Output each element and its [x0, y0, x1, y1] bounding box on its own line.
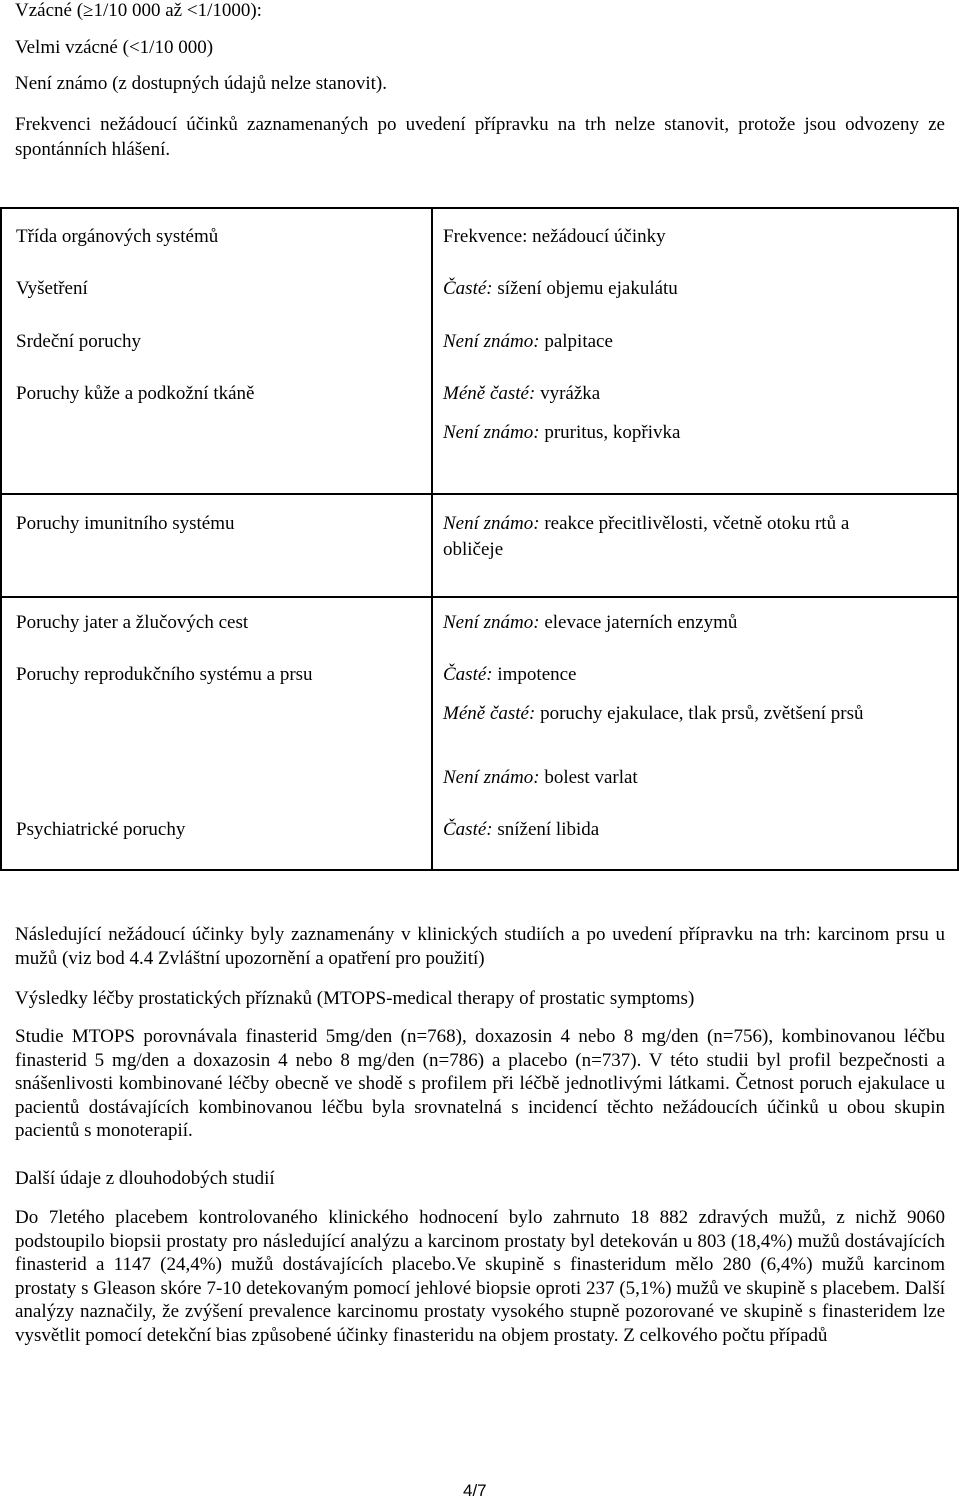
effect-entry: [443, 664, 577, 686]
table-cell-left: [1, 208, 432, 494]
effect-text: impotence: [492, 664, 577, 685]
frequency-label: Časté:: [443, 278, 493, 299]
frequency-label: Méně časté:: [443, 703, 536, 724]
effect-text: snížení libida: [492, 819, 600, 840]
organ-class-label: Poruchy reprodukčního systému a prsu: [16, 664, 313, 685]
organ-class-label: Vyšetření: [16, 278, 88, 299]
organ-class-label: Srdeční poruchy: [16, 331, 142, 352]
frequency-label: Méně časté:: [443, 383, 536, 404]
effect-text: palpitace: [539, 331, 613, 352]
effect-text: pruritus, kopřivka: [539, 422, 681, 443]
effect-entry: [443, 767, 638, 789]
paragraph-long-term: Do 7letého placebem kontrolovaného klinického hodnocení bylo zahrnuto 18 882 zdravých mužů, z nichž 9060 podstoupilo biopsii prostaty pro následující analýzu a karcinom prostaty byl detekován u 803 (18,4%) mužů dostávajících finasterid a 1147 (24,4%) mužů dostávajících placebo.Ve skupině s finasteridum mělo 280 (6,4%) mužů karcinom prostaty s Gleason skóre 7-10 detekovaným pomocí jehlové biopsie oproti 237 (5,1%) mužů ve skupině s placebem. Další analýzy naznačily, že zvýšení prevalence karcinomu prostaty vysokého stupně pozorované ve skupině s finasteridem lze vysvětlit pomocí detekční bias způsobené účinky finasteridu na objem prostaty. Z celkového počtu případů: [15, 1207, 945, 1346]
effect-entry: [443, 331, 613, 353]
effect-text: reakce přecitlivělosti, včetně otoku rtů a obličeje: [443, 513, 850, 560]
heading-long-term-studies: Další údaje z dlouhodobých studií: [15, 1168, 275, 1189]
effect-entry: [443, 612, 737, 634]
intro-paragraph: Frekvenci nežádoucí účinků zaznamenaných po uvedení přípravku na trh nelze stanovit, protože jsou odvozeny ze spontánních hlášení.: [15, 114, 945, 160]
table-cell-left: [1, 597, 432, 870]
effect-text: sížení objemu ejakulátu: [492, 278, 678, 299]
paragraph-mtops: Studie MTOPS porovnávala finasterid 5mg/den (n=768), doxazosin 4 nebo 8 mg/den (n=756), kombinovanou léčbu finasterid 5 mg/den a doxazosin 4 nebo 8 mg/den (n=786) a placebo (n=737). V této studii byl profil bezpečnosti a snášenlivosti kombinované léčby obecně ve shodě s profilem při léčbě jednotlivými látkami. Četnost poruch ejakulace u pacientů dostávajících kombinovanou léčbu byla srovnatelná s incidencí těchto nežádoucích účinků u obou skupin pacientů s monoterapií.: [15, 1026, 945, 1142]
table-row: [1, 208, 958, 494]
organ-class-label: Psychiatrické poruchy: [16, 819, 186, 840]
heading-mtops: Výsledky léčby prostatických příznaků (MTOPS-medical therapy of prostatic symptoms): [15, 988, 695, 1009]
page-number: 4/7: [463, 1481, 487, 1500]
table-row: [1, 597, 958, 870]
header-organ-class: Třída orgánových systémů: [16, 226, 219, 247]
effect-entry: [443, 701, 918, 727]
effect-entry: [443, 511, 913, 563]
organ-class-label: Poruchy imunitního systému: [16, 513, 235, 534]
effect-entry: [443, 819, 599, 841]
table-row: [1, 494, 958, 597]
frequency-label: Není známo:: [443, 331, 540, 352]
effect-entry: [443, 422, 680, 444]
header-frequency: Frekvence: nežádoucí účinky: [443, 226, 666, 247]
frequency-label: Časté:: [443, 664, 493, 685]
intro-line-very-rare: Velmi vzácné (<1/10 000): [15, 37, 214, 58]
frequency-label: Není známo:: [443, 422, 540, 443]
frequency-label: Není známo:: [443, 767, 540, 788]
table-cell-right: [432, 597, 958, 870]
effect-text: poruchy ejakulace, tlak prsů, zvětšení prsů: [535, 703, 864, 724]
effect-text: elevace jaterních enzymů: [539, 612, 738, 633]
table-cell-left: [1, 494, 432, 597]
frequency-label: Není známo:: [443, 513, 540, 534]
effect-entry: [443, 383, 600, 405]
effect-text: bolest varlat: [539, 767, 638, 788]
frequency-label: Časté:: [443, 819, 493, 840]
effect-text: vyrážka: [535, 383, 601, 404]
intro-line-rare: Vzácné (≥1/10 000 až <1/1000):: [15, 0, 262, 21]
table-cell-right: [432, 494, 958, 597]
frequency-label: Není známo:: [443, 612, 540, 633]
organ-class-label: Poruchy kůže a podkožní tkáně: [16, 383, 255, 404]
paragraph-postmarketing: Následující nežádoucí účinky byly zaznamenány v klinických studiích a po uvedení přípravku na trh: karcinom prsu u mužů (viz bod 4.4 Zvláštní upozornění a opatření pro použití): [15, 924, 945, 969]
table-cell-right: [432, 208, 958, 494]
effect-entry: [443, 278, 678, 300]
intro-line-unknown: Není známo (z dostupných údajů nelze stanovit).: [15, 73, 387, 94]
organ-class-label: Poruchy jater a žlučových cest: [16, 612, 249, 633]
adverse-effects-table: [0, 207, 959, 871]
